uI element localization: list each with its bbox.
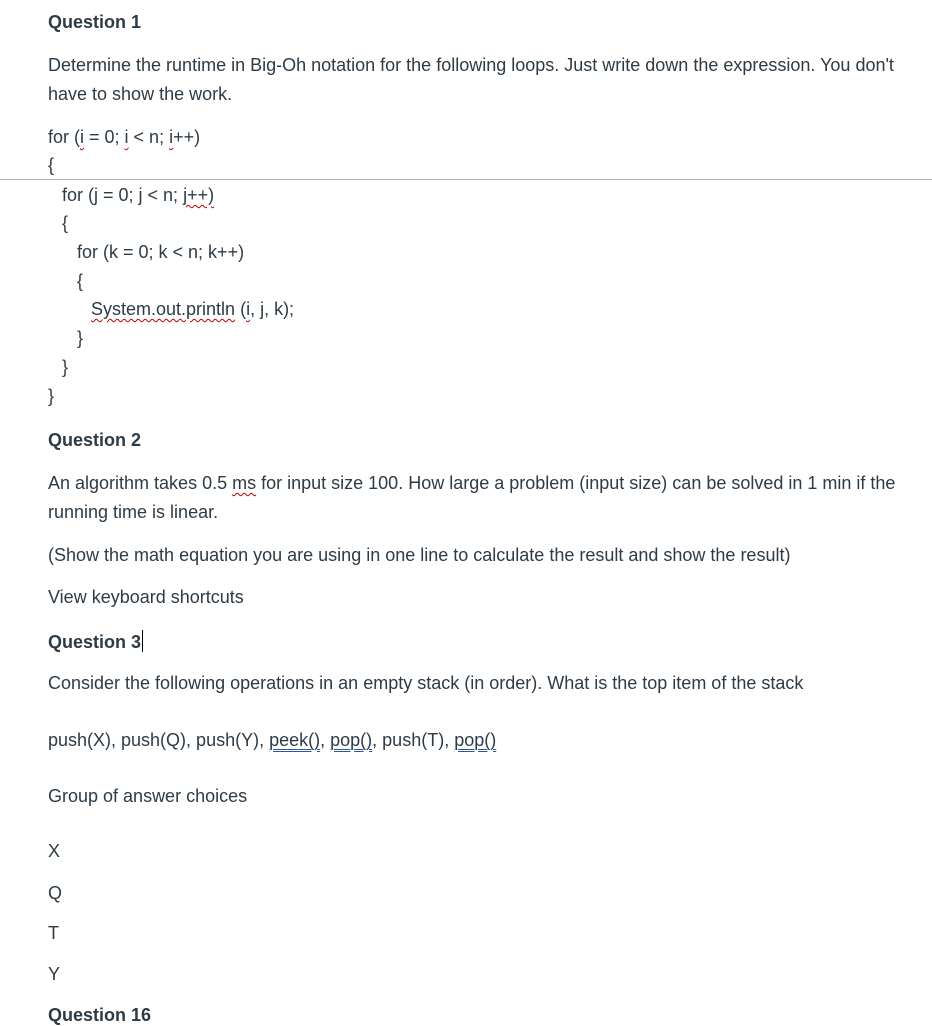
text-cursor	[142, 630, 143, 652]
section-divider	[0, 179, 932, 180]
code-line-close-brace-1: }	[48, 386, 55, 406]
code-line-outer-for: for (i = 0; i < n; i++)	[48, 127, 201, 147]
answer-choice-x[interactable]: X	[48, 841, 61, 861]
code-line-open-brace-1: {	[48, 155, 55, 175]
question-2-title: Question 2	[48, 430, 142, 450]
question-1-title: Question 1	[48, 12, 142, 32]
question-1-prompt: Determine the runtime in Big-Oh notation for the following loops. Just write down the expression. You don't have to show the work.	[48, 55, 894, 104]
code-line-inner-for: for (k = 0; k < n; k++)	[77, 242, 245, 262]
answer-choice-t[interactable]: T	[48, 923, 59, 943]
code-line-println: System.out.println (i, j, k);	[91, 299, 295, 319]
question-3-title: Question 3	[48, 632, 142, 652]
question-2-instruction: (Show the math equation you are using in one line to calculate the result and show the result)	[48, 545, 791, 565]
code-line-close-brace-2: }	[62, 357, 69, 377]
stack-operations: push(X), push(Q), push(Y), peek(), pop(), push(T), pop()	[48, 730, 497, 750]
question-3-prompt: Consider the following operations in an empty stack (in order). What is the top item of the stack	[48, 673, 804, 693]
code-line-middle-for: for (j = 0; j < n; j++)	[62, 185, 215, 205]
code-line-close-brace-3: }	[77, 328, 84, 348]
question-16-title: Question 16	[48, 1005, 152, 1025]
question-2-prompt: An algorithm takes 0.5 ms for input size 100. How large a problem (input size) can be solved in 1 min if the running time is linear.	[48, 473, 896, 522]
answer-choice-y[interactable]: Y	[48, 964, 61, 984]
code-line-open-brace-3: {	[77, 271, 84, 291]
code-line-open-brace-2: {	[62, 213, 69, 233]
view-keyboard-shortcuts-link[interactable]: View keyboard shortcuts	[48, 587, 244, 607]
answer-choices-label: Group of answer choices	[48, 786, 248, 806]
answer-choice-q[interactable]: Q	[48, 883, 63, 903]
